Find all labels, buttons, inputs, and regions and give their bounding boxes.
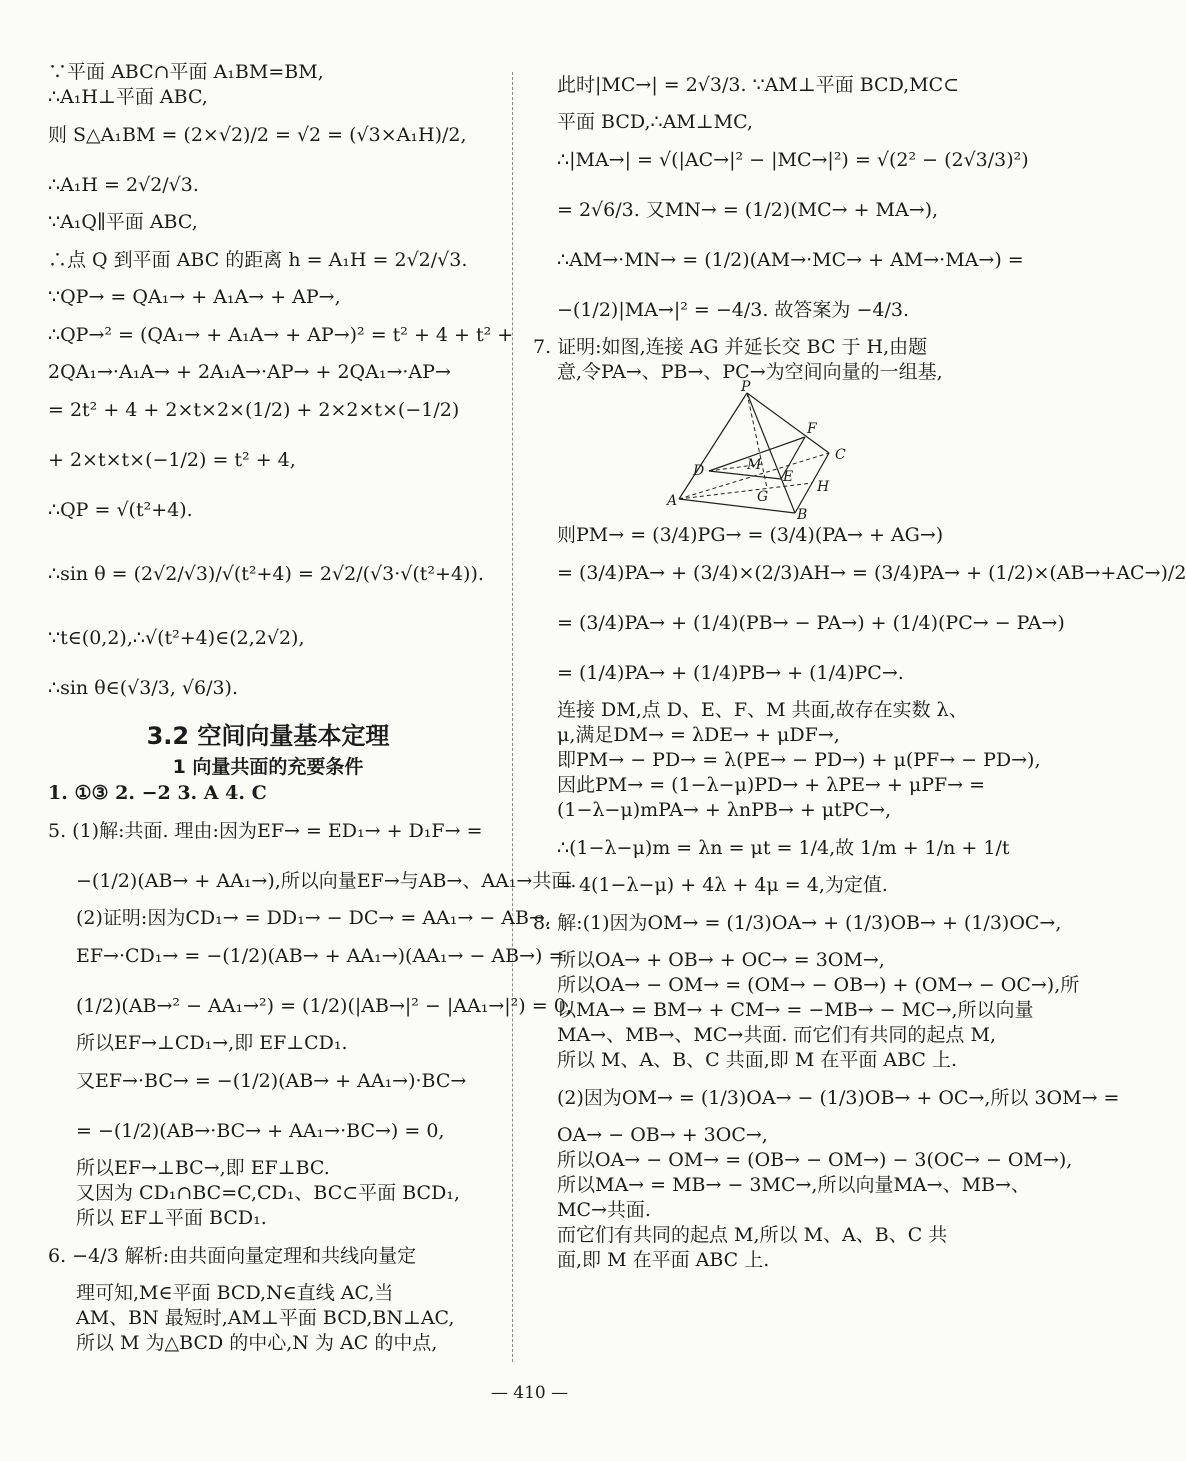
text-line: ∴QP→² = (QA₁→ + A₁A→ + AP→)² = t² + 4 + t² + xyxy=(48,324,514,346)
subsection-title: 1 向量共面的充要条件 xyxy=(172,756,364,778)
edge-PA xyxy=(679,393,747,499)
text-line: ∴点 Q 到平面 ABC 的距离 h = A₁H = 2√2/√3. xyxy=(48,249,468,271)
label-B: B xyxy=(797,507,808,523)
q5-line: 所以EF→⊥BC→,即 EF⊥BC. xyxy=(76,1157,330,1179)
q8-line: 所以OA→ − OM→ = (OM→ − OB→) + (OM→ − OC→),所 xyxy=(557,974,1080,996)
q5-line: 所以EF→⊥CD₁→,即 EF⊥CD₁. xyxy=(76,1032,348,1054)
q5-line: EF→·CD₁→ = −(1/2)(AB→ + AA₁→)(AA₁→ − AB→) = xyxy=(76,945,565,967)
q7-line: 连接 DM,点 D、E、F、M 共面,故存在实数 λ、 xyxy=(557,699,968,721)
text-line: ∴sin θ∈(√3/3, √6/3). xyxy=(48,677,239,699)
q8-line: 面,即 M 在平面 ABC 上. xyxy=(557,1249,770,1271)
label-H: H xyxy=(817,479,830,495)
text-line: = 2t² + 4 + 2×t×2×(1/2) + 2×2×t×(−1/2) xyxy=(48,399,460,421)
q7-line: 意,令PA→、PB→、PC→为空间向量的一组基, xyxy=(557,361,943,383)
q6-line: 6. −4/3 解析:由共面向量定理和共线向量定 xyxy=(48,1245,417,1267)
q7-line: 7. 证明:如图,连接 AG 并延长交 BC 于 H,由题 xyxy=(533,336,928,358)
answers-1-4: 1. ①③ 2. −2 3. A 4. C xyxy=(48,782,267,804)
text-line: = 2√6/3. 又MN→ = (1/2)(MC→ + MA→), xyxy=(557,199,939,221)
q6-line: AM、BN 最短时,AM⊥平面 BCD,BN⊥AC, xyxy=(76,1307,455,1329)
label-D: D xyxy=(693,463,705,479)
text-line: ∴A₁H⊥平面 ABC, xyxy=(48,86,208,108)
text-line: 2QA₁→·A₁A→ + 2A₁A→·AP→ + 2QA₁→·AP→ xyxy=(48,361,451,383)
q8-line: 所以OA→ − OM→ = (OB→ − OM→) − 3(OC→ − OM→), xyxy=(557,1149,1073,1171)
text-line: 此时|MC→| = 2√3/3. ∵AM⊥平面 BCD,MC⊂ xyxy=(557,74,960,96)
q8-line: MC→共面. xyxy=(557,1199,651,1221)
q8-line: (2)因为OM→ = (1/3)OA→ − (1/3)OB→ + OC→,所以 3OM→ = xyxy=(557,1087,1120,1109)
label-C: C xyxy=(835,447,846,463)
label-F: F xyxy=(807,421,817,437)
section-title: 3.2 空间向量基本定理 xyxy=(146,722,390,750)
q7-line: = (1/4)PA→ + (1/4)PB→ + (1/4)PC→. xyxy=(557,662,904,684)
q5-line: (2)证明:因为CD₁→ = DD₁→ − DC→ = AA₁→ − AB→, xyxy=(76,907,551,929)
q5-line: (1/2)(AB→² − AA₁→²) = (1/2)(|AB→|² − |AA₁→|²) = 0, xyxy=(76,995,572,1017)
q7-line: 因此PM→ = (1−λ−μ)PD→ + λPE→ + μPF→ = xyxy=(557,774,986,796)
label-G: G xyxy=(757,489,769,505)
q5-line: 又因为 CD₁∩BC=C,CD₁、BC⊂平面 BCD₁, xyxy=(76,1182,460,1204)
q8-line: 所以 M、A、B、C 共面,即 M 在平面 ABC 上. xyxy=(557,1049,958,1071)
label-A: A xyxy=(667,493,678,509)
q8-line: 以MA→ = BM→ + CM→ = −MB→ − MC→,所以向量 xyxy=(557,999,1034,1021)
edge-AB xyxy=(679,499,795,513)
left-column xyxy=(48,60,577,1356)
q8-line: OA→ − OB→ + 3OC→, xyxy=(557,1124,768,1146)
q5-line: 又EF→·BC→ = −(1/2)(AB→ + AA₁→)·BC→ xyxy=(76,1070,467,1092)
q6-line: 所以 M 为△BCD 的中心,N 为 AC 的中点, xyxy=(76,1332,438,1354)
q7-line: = (3/4)PA→ + (1/4)(PB→ − PA→) + (1/4)(PC→ − PA→) xyxy=(557,612,1065,634)
q7-line: 即PM→ − PD→ = λ(PE→ − PD→) + μ(PF→ − PD→), xyxy=(557,749,1041,771)
q5-line: 所以 EF⊥平面 BCD₁. xyxy=(76,1207,267,1229)
q6-line: 理可知,M∈平面 BCD,N∈直线 AC,当 xyxy=(76,1282,394,1304)
q8-line: MA→、MB→、MC→共面. 而它们有共同的起点 M, xyxy=(557,1024,996,1046)
q8-line: 所以OA→ + OB→ + OC→ = 3OM→, xyxy=(557,949,885,971)
label-P: P xyxy=(741,379,751,395)
text-line: ∴QP = √(t²+4). xyxy=(48,499,193,521)
q7-line: = 4(1−λ−μ) + 4λ + 4μ = 4,为定值. xyxy=(557,874,888,896)
q5-line: = −(1/2)(AB→·BC→ + AA₁→·BC→) = 0, xyxy=(76,1120,445,1142)
q5-line: −(1/2)(AB→ + AA₁→),所以向量EF→与AB→、AA₁→共面. xyxy=(76,870,577,892)
right-column xyxy=(533,60,1186,1273)
text-line: ∵t∈(0,2),∴√(t²+4)∈(2,2√2), xyxy=(48,627,305,649)
text-line: + 2×t×t×(−1/2) = t² + 4, xyxy=(48,449,296,471)
q7-line: μ,满足DM→ = λDE→ + μDF→, xyxy=(557,724,840,746)
q8-line: 所以MA→ = MB→ − 3MC→,所以向量MA→、MB→、 xyxy=(557,1174,1030,1196)
page-number: — 410 — xyxy=(490,1383,569,1403)
column-divider xyxy=(512,72,513,1362)
text-line: ∴AM→·MN→ = (1/2)(AM→·MC→ + AM→·MA→) = xyxy=(557,249,1024,271)
q5-line: 5. (1)解:共面. 理由:因为EF→ = ED₁→ + D₁F→ = xyxy=(48,820,483,842)
label-E: E xyxy=(783,469,794,485)
q8-line: 而它们有共同的起点 M,所以 M、A、B、C 共 xyxy=(557,1224,948,1246)
q8-line: 8. 解:(1)因为OM→ = (1/3)OA→ + (1/3)OB→ + (1/3)OC→, xyxy=(533,912,1062,934)
edge-DE xyxy=(709,471,781,479)
line-PG xyxy=(747,393,767,488)
text-line: 平面 BCD,∴AM⊥MC, xyxy=(557,111,753,133)
text-line: ∵A₁Q∥平面 ABC, xyxy=(48,211,198,233)
text-line: ∴A₁H = 2√2/√3. xyxy=(48,174,199,196)
text-line: −(1/2)|MA→|² = −4/3. 故答案为 −4/3. xyxy=(557,299,909,321)
text-line: 则 S△A₁BM = (2×√2)/2 = √2 = (√3×A₁H)/2, xyxy=(48,124,467,146)
text-line: ∵平面 ABC∩平面 A₁BM=BM, xyxy=(48,61,324,83)
text-line: ∴sin θ = (2√2/√3)/√(t²+4) = 2√2/(√3·√(t²+4)). xyxy=(48,563,484,585)
tetrahedron-figure xyxy=(667,379,871,523)
q7-line: (1−λ−μ)mPA→ + λnPB→ + μtPC→, xyxy=(557,799,892,821)
q7-line: ∴(1−λ−μ)m = λn = μt = 1/4,故 1/m + 1/n + 1/t xyxy=(557,837,1010,859)
line-AH xyxy=(679,483,812,499)
label-M: M xyxy=(747,457,762,473)
q7-line: = (3/4)PA→ + (3/4)×(2/3)AH→ = (3/4)PA→ + (1/2)×(AB→+AC→)/2 xyxy=(557,562,1186,584)
text-line: ∴|MA→| = √(|AC→|² − |MC→|²) = √(2² − (2√3/3)²) xyxy=(557,149,1029,171)
text-line: ∵QP→ = QA₁→ + A₁A→ + AP→, xyxy=(48,286,341,308)
q7-line: 则PM→ = (3/4)PG→ = (3/4)(PA→ + AG→) xyxy=(557,524,944,546)
